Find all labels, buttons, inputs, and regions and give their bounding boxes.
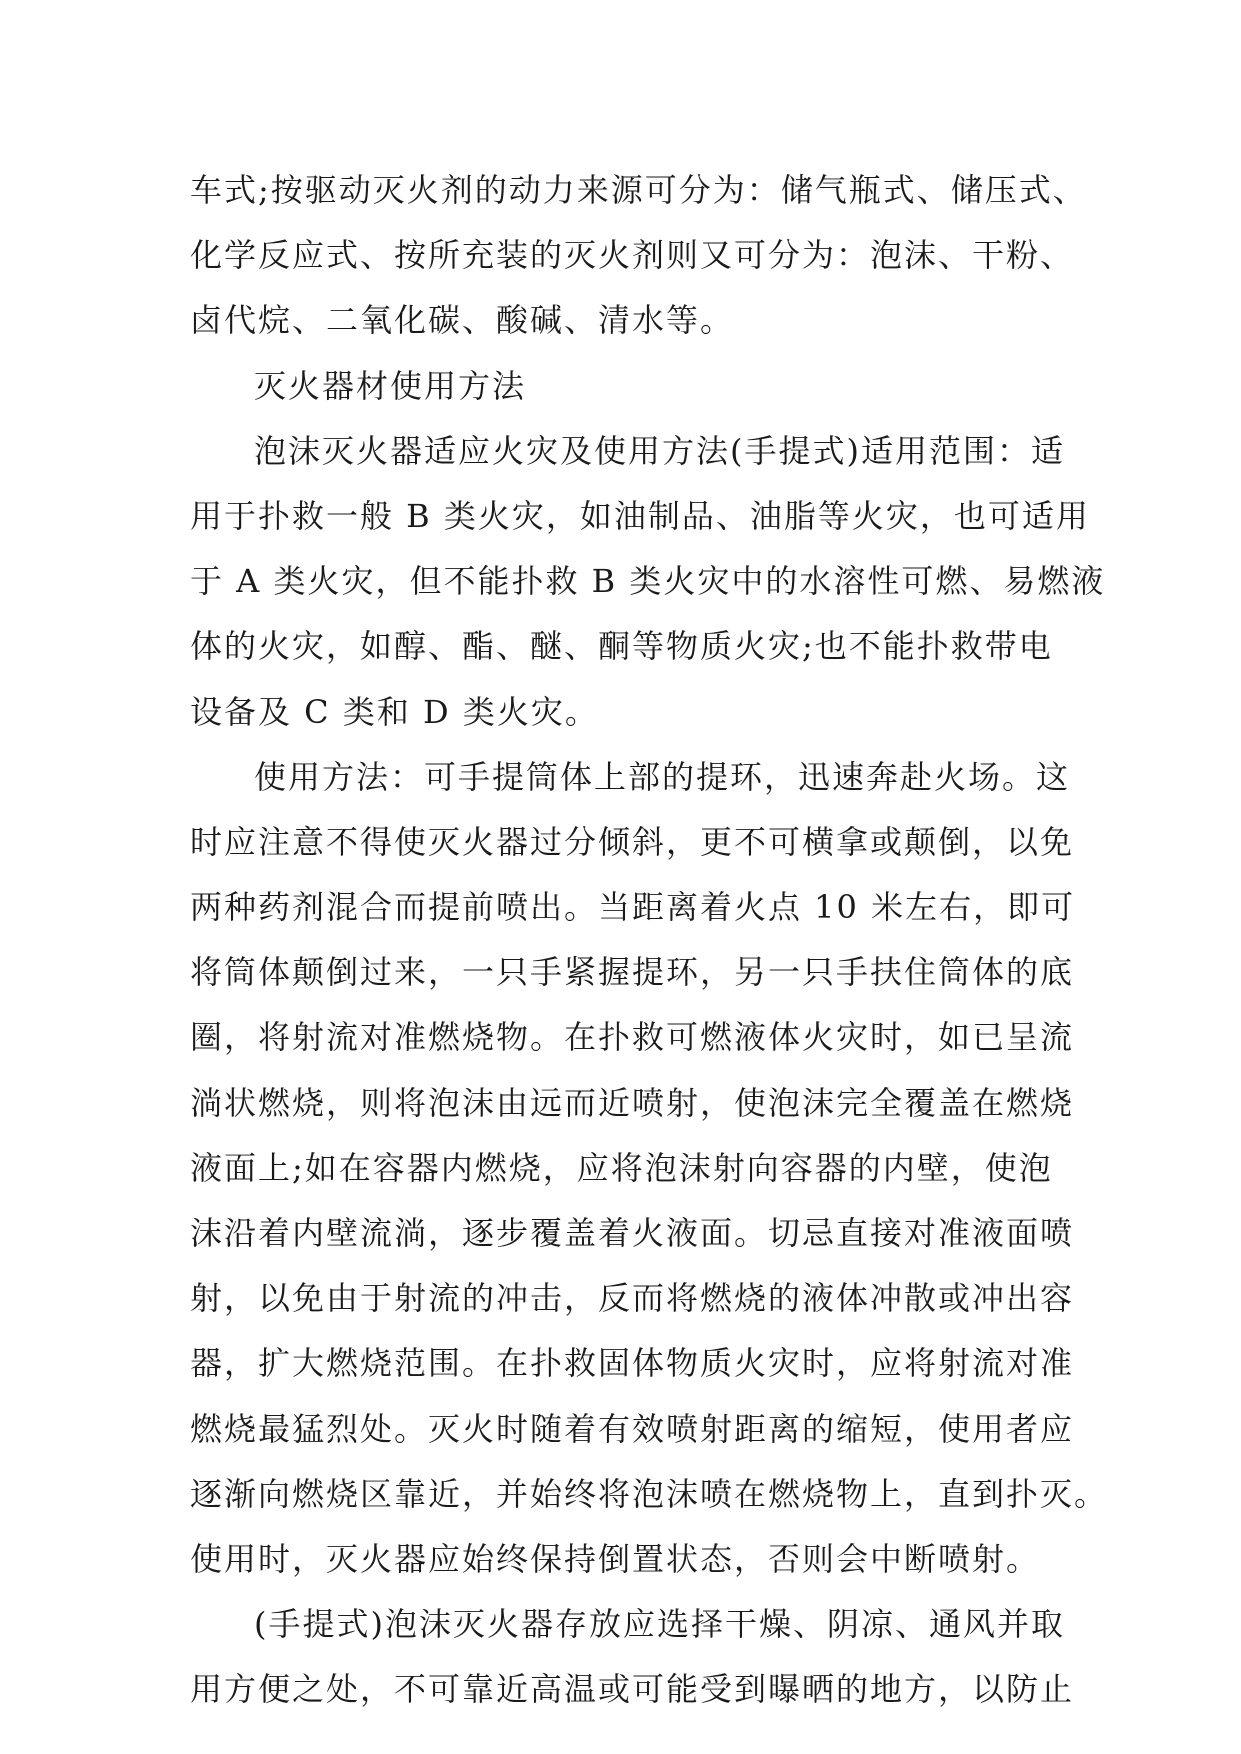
paragraph-start: 泡沫灭火器适应火灾及使用方法(手提式)适用范围：适: [254, 431, 1065, 470]
text-line: 体的火灾，如醇、酯、醚、酮等物质火灾;也不能扑救带电: [190, 627, 1053, 666]
paragraph-start: (手提式)泡沫灭火器存放应选择干燥、阴凉、通风并取: [254, 1605, 1065, 1644]
text-line: 时应注意不得使灭火器过分倾斜，更不可横拿或颠倒，以免: [190, 822, 1075, 861]
text-line: 液面上;如在容器内燃烧，应将泡沫射向容器的内壁，使泡: [190, 1148, 1053, 1187]
text-line: 射，以免由于射流的冲击，反而将燃烧的液体冲散或冲出容: [190, 1279, 1075, 1318]
text-line: 沫沿着内壁流淌，逐步覆盖着火液面。切忌直接对准液面喷: [190, 1214, 1075, 1252]
text-line: 化学反应式、按所充装的灭火剂则又可分为：泡沫、干粉、: [190, 236, 1075, 275]
text-line: 卤代烷、二氧化碳、酸碱、清水等。: [190, 301, 735, 340]
section-heading: 灭火器材使用方法: [254, 366, 527, 405]
text-line: 用方便之处，不可靠近高温或可能受到曝晒的地方，以防止: [190, 1670, 1075, 1709]
text-line: 设备及 C 类和 D 类火灾。: [190, 692, 599, 731]
text-line: 器，扩大燃烧范围。在扑救固体物质火灾时，应将射流对准: [190, 1344, 1075, 1383]
text-line: 燃烧最猛烈处。灭火时随着有效喷射距离的缩短，使用者应: [190, 1409, 1075, 1448]
text-line: 逐渐向燃烧区靠近，并始终将泡沫喷在燃烧物上，直到扑灭。: [190, 1474, 1109, 1513]
text-line: 于 A 类火灾，但不能扑救 B 类火灾中的水溶性可燃、易燃液: [190, 562, 1106, 601]
document-body: [190, 158, 1109, 1723]
text-line: 车式;按驱动灭火剂的动力来源可分为：储气瓶式、储压式、: [190, 171, 1087, 209]
text-line: 淌状燃烧，则将泡沫由远而近喷射，使泡沫完全覆盖在燃烧: [190, 1083, 1075, 1122]
text-line: 两种药剂混合而提前喷出。当距离着火点 10 米左右，即可: [190, 888, 1076, 927]
paragraph-start: 使用方法：可手提筒体上部的提环，迅速奔赴火场。这: [254, 757, 1071, 796]
text-line: 将筒体颠倒过来，一只手紧握提环，另一只手扶住筒体的底: [190, 953, 1075, 992]
text-line: 用于扑救一般 B 类火灾，如油制品、油脂等火灾，也可适用: [190, 496, 1090, 535]
text-line: 圈，将射流对准燃烧物。在扑救可燃液体火灾时，如已呈流: [190, 1018, 1075, 1057]
text-line: 使用时，灭火器应始终保持倒置状态，否则会中断喷射。: [190, 1539, 1041, 1578]
